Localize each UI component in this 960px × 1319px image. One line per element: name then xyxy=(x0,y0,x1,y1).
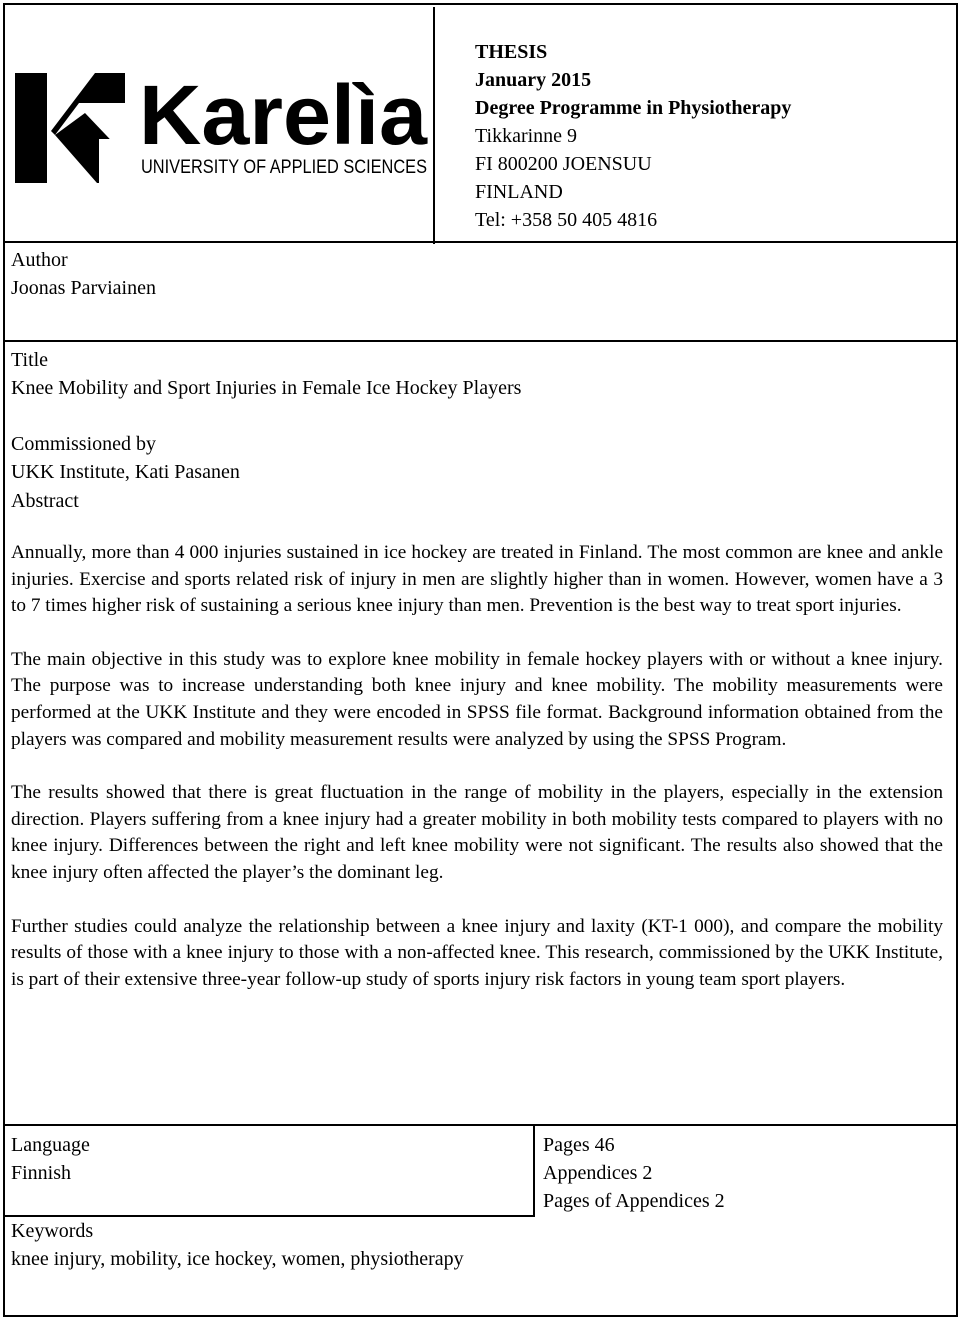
abstract-paragraph: Annually, more than 4 000 injuries sustained in ice hockey are treated in Finland. The most common are knee and ankle injuries. Exercise and sports related risk of injury in men are slightly higher than in women. However, women have a 3 to 7 times higher risk of sustaining a serious knee injury than men. Prevention is the best way to treat sport injuries. xyxy=(11,542,943,617)
k-emblem-icon xyxy=(15,73,125,183)
degree-programme: Degree Programme in Physiotherapy xyxy=(475,97,792,119)
commissioned-label: Commissioned by xyxy=(11,433,157,455)
address-line: Tikkarinne 9 xyxy=(475,125,578,147)
abstract-paragraph: Further studies could analyze the relationship between a knee injury and laxity (KT-1 000), and compare the mobility results of those with a knee injury to those with a non-affected knee. This research, commissioned by the UKK Institute, is part of their extensive three-year follow-up study of sports injury risk factors in young team sport players. xyxy=(11,915,943,990)
appendix-pages-count: Pages of Appendices 2 xyxy=(543,1190,725,1212)
language-value: Finnish xyxy=(11,1162,72,1184)
appendices-count: Appendices 2 xyxy=(543,1162,653,1184)
karelia-logo xyxy=(7,7,431,244)
language-label: Language xyxy=(11,1134,90,1156)
header-row xyxy=(3,3,958,243)
author-name: Joonas Parviainen xyxy=(11,277,156,299)
logo-subtitle: UNIVERSITY OF APPLIED SCIENCES xyxy=(141,157,427,178)
keywords-label: Keywords xyxy=(11,1220,94,1242)
author-section xyxy=(11,246,156,302)
thesis-label: THESIS xyxy=(475,41,548,63)
divider xyxy=(3,340,958,342)
pages-section xyxy=(543,1131,725,1215)
abstract-paragraph: The results showed that there is great fluctuation in the range of mobility in the players, especially in the extension direction. Players suffering from a knee injury had a greater mobility in both mobility tests compared to players with no knee injury. Differences between the right and left knee mobility were not significant. The results also showed that the knee injury often affected the player’s the dominant leg. xyxy=(11,782,943,883)
address-line: FINLAND xyxy=(475,181,563,203)
author-label: Author xyxy=(11,249,68,271)
abstract-paragraph: The main objective in this study was to explore knee mobility in female hockey players with or without a knee injury. The purpose was to increase understanding both knee injury and knee mobility. The mobility measurements were performed at the UKK Institute and they were encoded in SPSS file format. Background information obtained from the players was compared and mobility measurement results were analyzed by using the SPSS Program. xyxy=(11,648,943,750)
divider xyxy=(3,241,958,243)
commissioned-section xyxy=(11,430,240,486)
divider-vertical xyxy=(533,1124,535,1217)
address-phone: Tel: +358 50 405 4816 xyxy=(475,209,658,231)
abstract-body xyxy=(11,540,943,993)
keywords-section xyxy=(11,1217,464,1273)
logo-wordmark: Karelìa xyxy=(139,68,429,162)
thesis-date: January 2015 xyxy=(475,69,592,91)
abstract-heading: Abstract xyxy=(11,490,79,512)
abstract-label xyxy=(11,487,79,515)
logo-cell xyxy=(7,7,431,244)
thesis-info xyxy=(433,7,959,244)
language-section xyxy=(11,1131,90,1187)
title-label: Title xyxy=(11,349,49,371)
title-section xyxy=(11,346,521,402)
divider xyxy=(3,1124,958,1126)
commissioner: UKK Institute, Kati Pasanen xyxy=(11,461,240,483)
thesis-title: Knee Mobility and Sport Injuries in Female Ice Hockey Players xyxy=(11,377,522,399)
pages-count: Pages 46 xyxy=(543,1134,615,1156)
keywords-value: knee injury, mobility, ice hockey, women, physiotherapy xyxy=(11,1248,464,1270)
address-line: FI 800200 JOENSUU xyxy=(475,153,652,175)
